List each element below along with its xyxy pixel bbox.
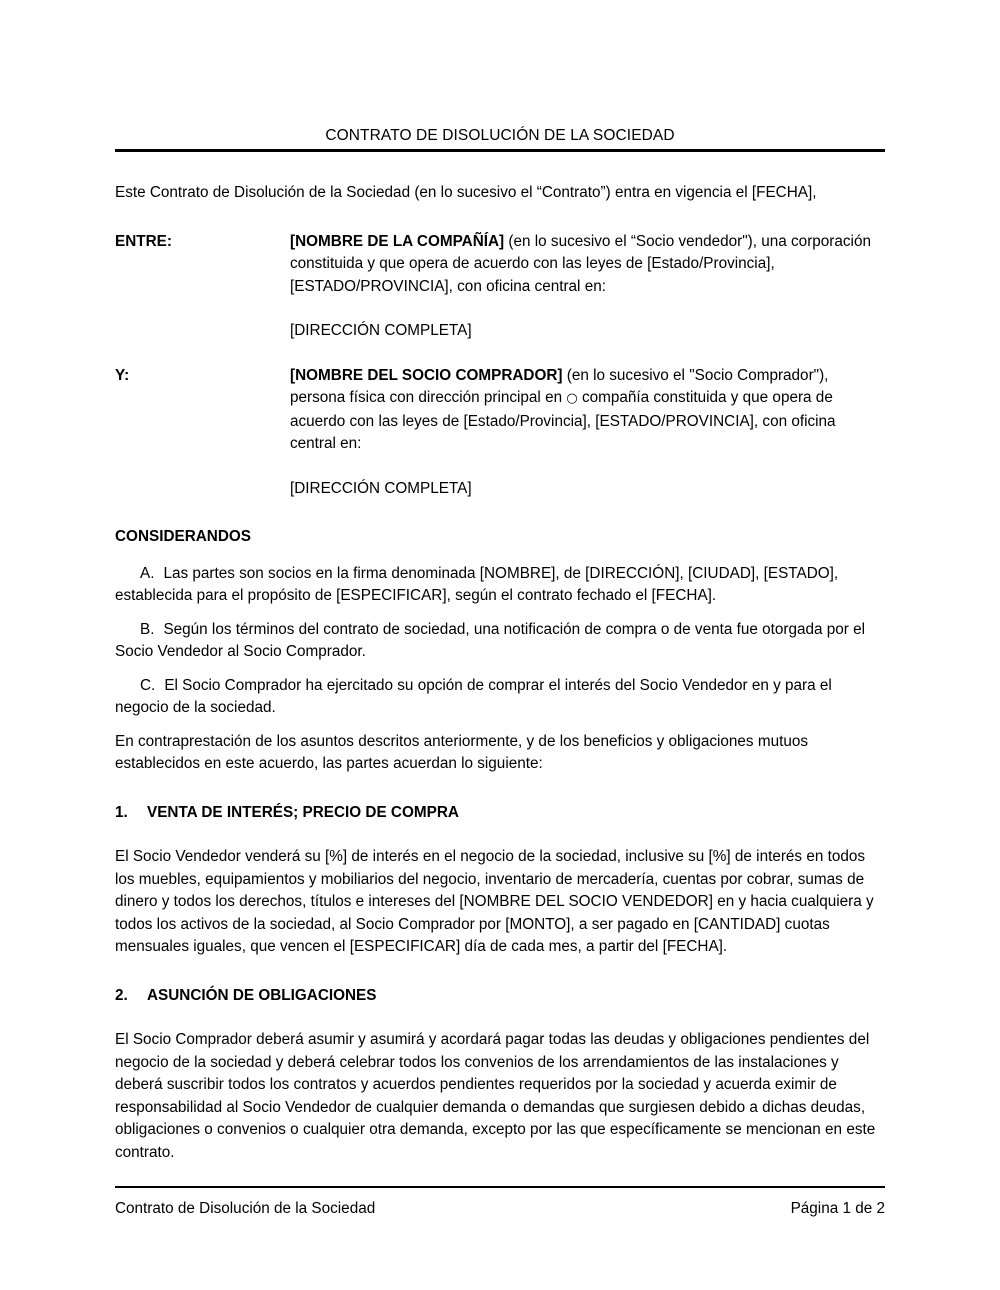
party-buyer-description-before: (en lo sucesivo el "Socio Comprador"), persona física con dirección principal en (290, 366, 829, 406)
spacer (115, 1007, 885, 1029)
considerando-item-a (115, 563, 885, 608)
spacer (115, 205, 885, 231)
considerando-text-a: Las partes son socios en la firma denominada [NOMBRE], de [DIRECCIÓN], [CIUDAD], [ESTADO], establecida para el propósito de [ESPECIFICAR], según el contrato fechado el [FECHA]. (115, 564, 839, 604)
document-footer (115, 1186, 885, 1219)
section-heading-2 (115, 985, 885, 1008)
header-divider (115, 149, 885, 152)
party-seller-address: [DIRECCIÓN COMPLETA] (290, 322, 472, 339)
party-seller-text (290, 231, 885, 299)
section-body-2: El Socio Comprador deberá asumir y asumirá y acordará pagar todas las deudas y obligaciones pendientes del negocio de la sociedad y deberá celebrar todos los convenios de los arrendamientos de las instalaciones y deberá suscribir todos los contratos y acuerdos pendientes requeridos por la sociedad y acuerda eximir de responsabilidad al Socio Vendedor de cualquier demanda o demandas que surgiesen debido a dichas deudas, obligaciones o convenios o cualquier otra demanda, excepto por las que específicamente se mencionan en este contrato. (115, 1031, 876, 1161)
considerando-text-b: Según los términos del contrato de sociedad, una notificación de compra o de venta fue otorgada por el Socio Vendedor al Socio Comprador. (115, 620, 866, 660)
spacer (115, 500, 885, 526)
document-header (115, 126, 885, 152)
intro-paragraph: Este Contrato de Disolución de la Sociedad (en lo sucesivo el “Contrato”) entra en vigencia el [FECHA], (115, 184, 817, 201)
spacer (115, 664, 885, 675)
spacer (115, 720, 885, 731)
considerando-letter-a: A. (140, 564, 155, 582)
section-title-1: VENTA DE INTERÉS; PRECIO DE COMPRA (147, 803, 459, 821)
circle-placeholder-glyph: ○ (566, 391, 578, 406)
spacer (115, 824, 885, 846)
spacer (115, 549, 885, 563)
considerandos-closing-paragraph: En contraprestación de los asuntos descritos anteriormente, y de los beneficios y obligaciones mutuos establecidos en este acuerdo, las partes acuerdan lo siguiente: (115, 732, 808, 772)
section-number-2: 2. (115, 986, 128, 1004)
footer-document-name: Contrato de Disolución de la Sociedad (115, 1200, 376, 1217)
party-buyer-description-after: compañía constituida y que opera de acuerdo con las leyes de [Estado/Provincia], [ESTADO/PROVINCIA], con oficina central en: (290, 389, 836, 452)
party-seller-name: [NOMBRE DE LA COMPAÑÍA] (290, 232, 505, 250)
document-body (115, 182, 885, 1164)
party-details-buyer (290, 365, 885, 501)
considerando-letter-b: B. (140, 620, 155, 638)
party-block-seller (115, 231, 885, 343)
spacer (115, 776, 885, 802)
spacer (115, 959, 885, 985)
footer-divider (115, 1186, 885, 1188)
party-buyer-name: [NOMBRE DEL SOCIO COMPRADOR] (290, 366, 563, 384)
party-block-buyer (115, 365, 885, 501)
document-title: CONTRATO DE DISOLUCIÓN DE LA SOCIEDAD (325, 127, 675, 144)
footer-page-number: Página 1 de 2 (790, 1200, 885, 1217)
considerando-item-c (115, 675, 885, 720)
section-number-1: 1. (115, 803, 128, 821)
considerando-text-c: El Socio Comprador ha ejercitado su opción de comprar el interés del Socio Vendedor en y para el negocio de la sociedad. (115, 676, 832, 716)
considerando-letter-c: C. (140, 676, 156, 694)
spacer (115, 608, 885, 619)
section-title-2: ASUNCIÓN DE OBLIGACIONES (147, 986, 377, 1004)
section-heading-1 (115, 802, 885, 825)
party-label-y: Y: (115, 366, 130, 384)
section-body-1: El Socio Vendedor venderá su [%] de interés en el negocio de la sociedad, inclusive su [%] de interés en todos los muebles, equipamientos y mobiliarios del negocio, inventario de mercadería, cuentas por cobrar, sumas de dinero y todos los derechos, títulos e intereses del [NOMBRE DEL SOCIO VENDEDOR] en y hacia cualquiera y todos los activos de la sociedad, al Socio Comprador por [MONTO], a ser pagado en [CANTIDAD] cuotas mensuales iguales, que vencen el [ESPECIFICAR] día de cada mes, a partir del [FECHA]. (115, 848, 874, 955)
considerando-item-b (115, 619, 885, 664)
considerandos-heading: CONSIDERANDOS (115, 528, 251, 545)
party-label-entre: ENTRE: (115, 232, 172, 250)
party-details-seller (290, 231, 885, 343)
footer-row (115, 1198, 885, 1219)
party-seller-description: (en lo sucesivo el “Socio vendedor"), una corporación constituida y que opera de acuerdo con las leyes de [Estado/Provincia], [ESTADO/PROVINCIA], con oficina central en: (290, 232, 871, 295)
party-buyer-address: [DIRECCIÓN COMPLETA] (290, 479, 472, 497)
spacer (115, 343, 885, 365)
party-buyer-text (290, 365, 885, 456)
